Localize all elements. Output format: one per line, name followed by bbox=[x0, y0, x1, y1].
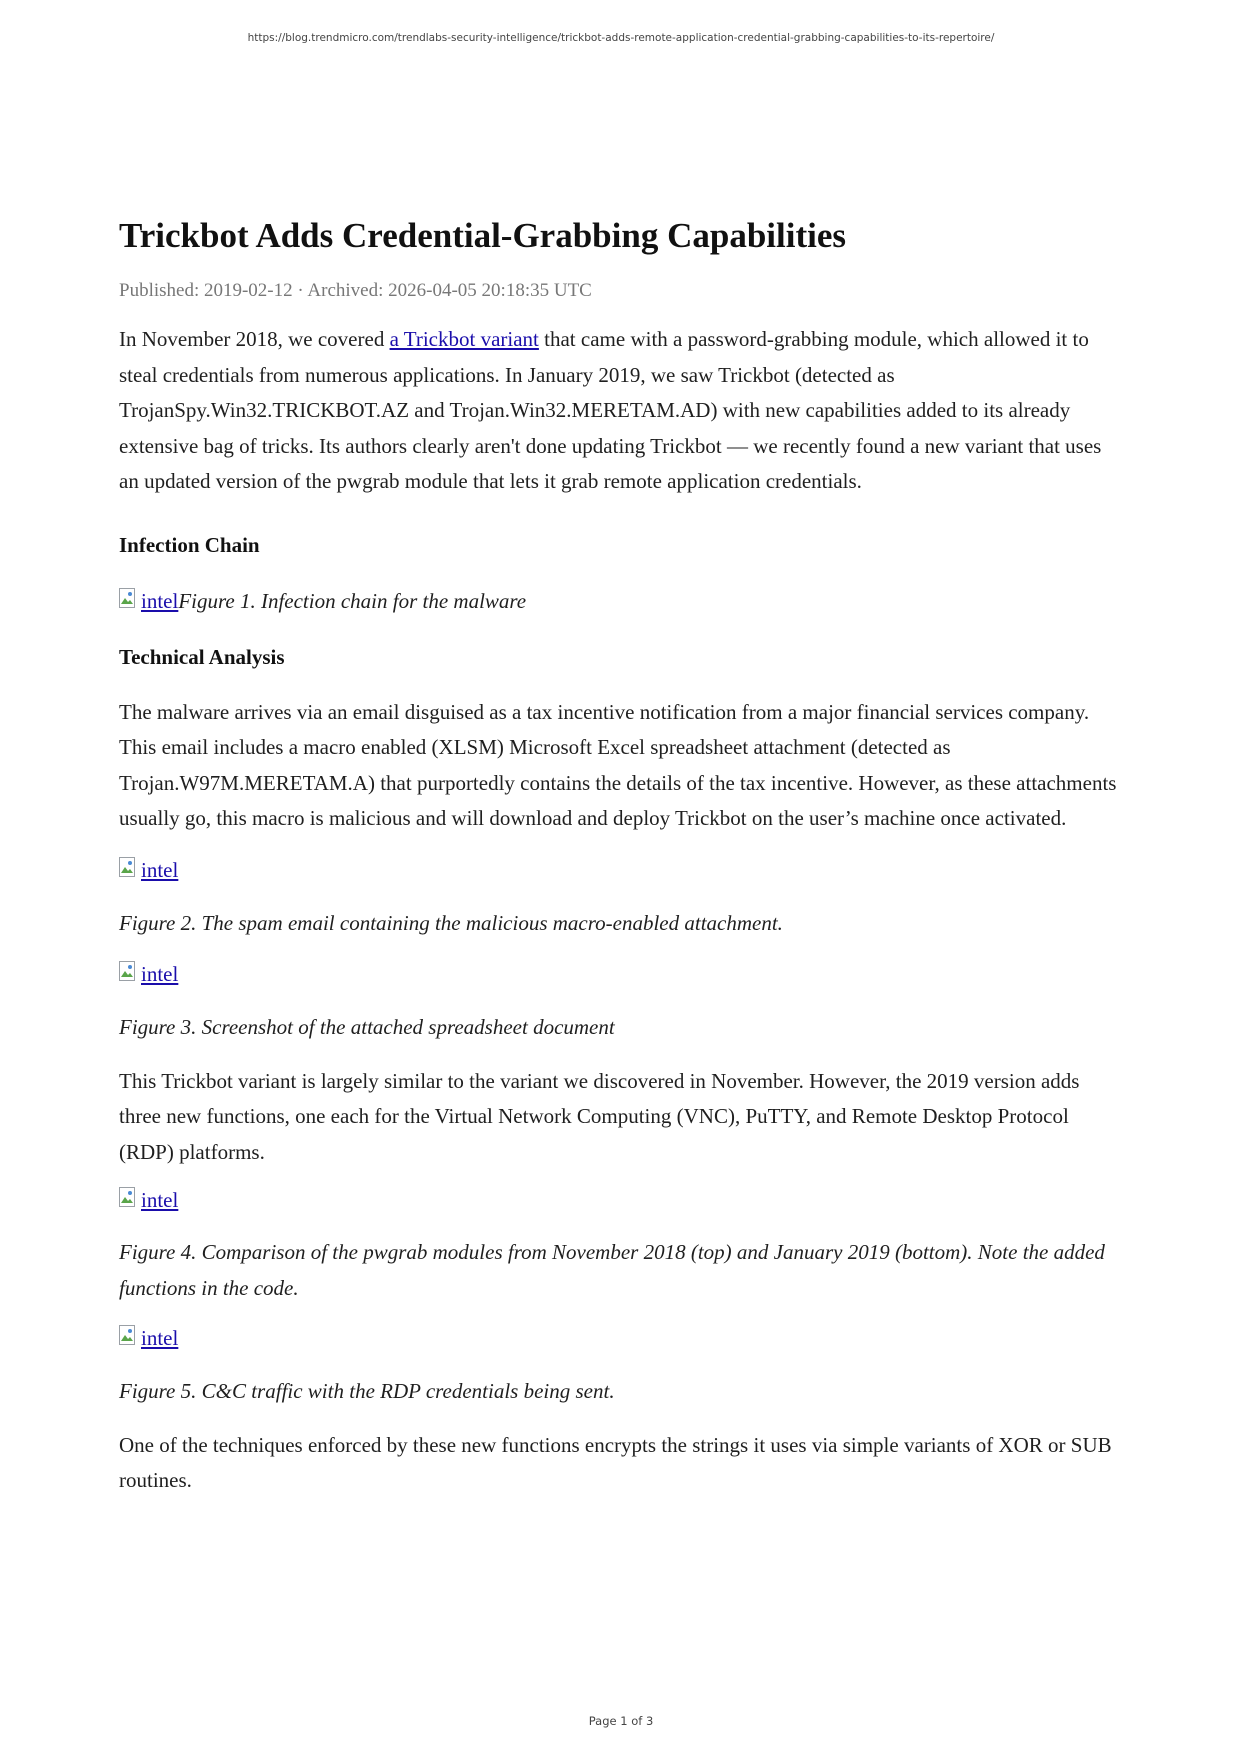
article-title: Trickbot Adds Credential-Grabbing Capabilities bbox=[119, 216, 847, 255]
figure-1-caption: Figure 1. Infection chain for the malware bbox=[178, 588, 527, 613]
figure-1-image-link[interactable]: intel bbox=[119, 585, 178, 617]
figure-1 bbox=[119, 585, 1124, 617]
broken-image-icon bbox=[119, 961, 141, 987]
broken-image-icon bbox=[119, 1325, 141, 1351]
figure-4-caption: Figure 4. Comparison of the pwgrab modules from November 2018 (top) and January 2019 (bottom). Note the added functions in the code. bbox=[119, 1240, 1105, 1300]
figure-3-caption: Figure 3. Screenshot of the attached spreadsheet document bbox=[119, 1015, 615, 1039]
figure-2-caption: Figure 2. The spam email containing the malicious macro-enabled attachment. bbox=[119, 910, 783, 935]
figure-5-caption: Figure 5. C&C traffic with the RDP credentials being sent. bbox=[119, 1379, 615, 1403]
figure-5-image bbox=[119, 1322, 1124, 1354]
page-number: Page 1 of 3 bbox=[588, 1714, 654, 1728]
variant-paragraph: This Trickbot variant is largely similar to the variant we discovered in November. However, the 2019 version adds three new functions, one each for the Virtual Network Computing (VNC), PuTTY, and Remote Desktop Protocol (RDP) platforms. bbox=[119, 1068, 1080, 1164]
figure-4-image-link[interactable]: intel bbox=[119, 1184, 178, 1216]
article-meta: Published: 2019-02-12 · Archived: 2026-04-05 20:18:35 UTC bbox=[119, 280, 592, 301]
figure-3-image bbox=[119, 958, 1124, 990]
technical-analysis-heading: Technical Analysis bbox=[119, 644, 285, 669]
technical-paragraph: The malware arrives via an email disguised as a tax incentive notification from a major financial services company. This email includes a macro enabled (XLSM) Microsoft Excel spreadsheet attachment (detected as Trojan.W97M.MERETAM.A) that purportedly contains the details of the tax incentive. However, as these attachments usually go, this macro is malicious and will download and deploy Trickbot on the user’s machine once activated. bbox=[119, 699, 1117, 830]
broken-image-icon bbox=[119, 857, 141, 883]
figure-4-image bbox=[119, 1184, 1124, 1216]
figure-5-image-link[interactable]: intel bbox=[119, 1322, 178, 1354]
broken-image-icon bbox=[119, 588, 141, 614]
source-url: https://blog.trendmicro.com/trendlabs-security-intelligence/trickbot-adds-remote-application-credential-grabbing-capabilities-to-its-repertoire/ bbox=[247, 32, 995, 44]
broken-image-icon bbox=[119, 1187, 141, 1213]
trickbot-variant-link[interactable]: a Trickbot variant bbox=[389, 327, 539, 351]
figure-2-image-link[interactable]: intel bbox=[119, 854, 178, 886]
figure-2-image bbox=[119, 854, 1124, 886]
intro-paragraph: In November 2018, we covered a Trickbot variant that came with a password-grabbing module, which allowed it to steal credentials from numerous applications. In January 2019, we saw Trickbot (detected as TrojanSpy.Win32.TRICKBOT.AZ and Trojan.Win32.MERETAM.AD) with new capabilities added to its already extensive bag of tricks. Its authors clearly aren't done updating Trickbot — we recently found a new variant that uses an updated version of the pwgrab module that lets it grab remote application credentials. bbox=[119, 327, 1102, 493]
article bbox=[119, 214, 1124, 1499]
xor-paragraph: One of the techniques enforced by these new functions encrypts the strings it uses via simple variants of XOR or SUB routines. bbox=[119, 1432, 1112, 1492]
figure-3-image-link[interactable]: intel bbox=[119, 958, 178, 990]
infection-chain-heading: Infection Chain bbox=[119, 532, 260, 557]
